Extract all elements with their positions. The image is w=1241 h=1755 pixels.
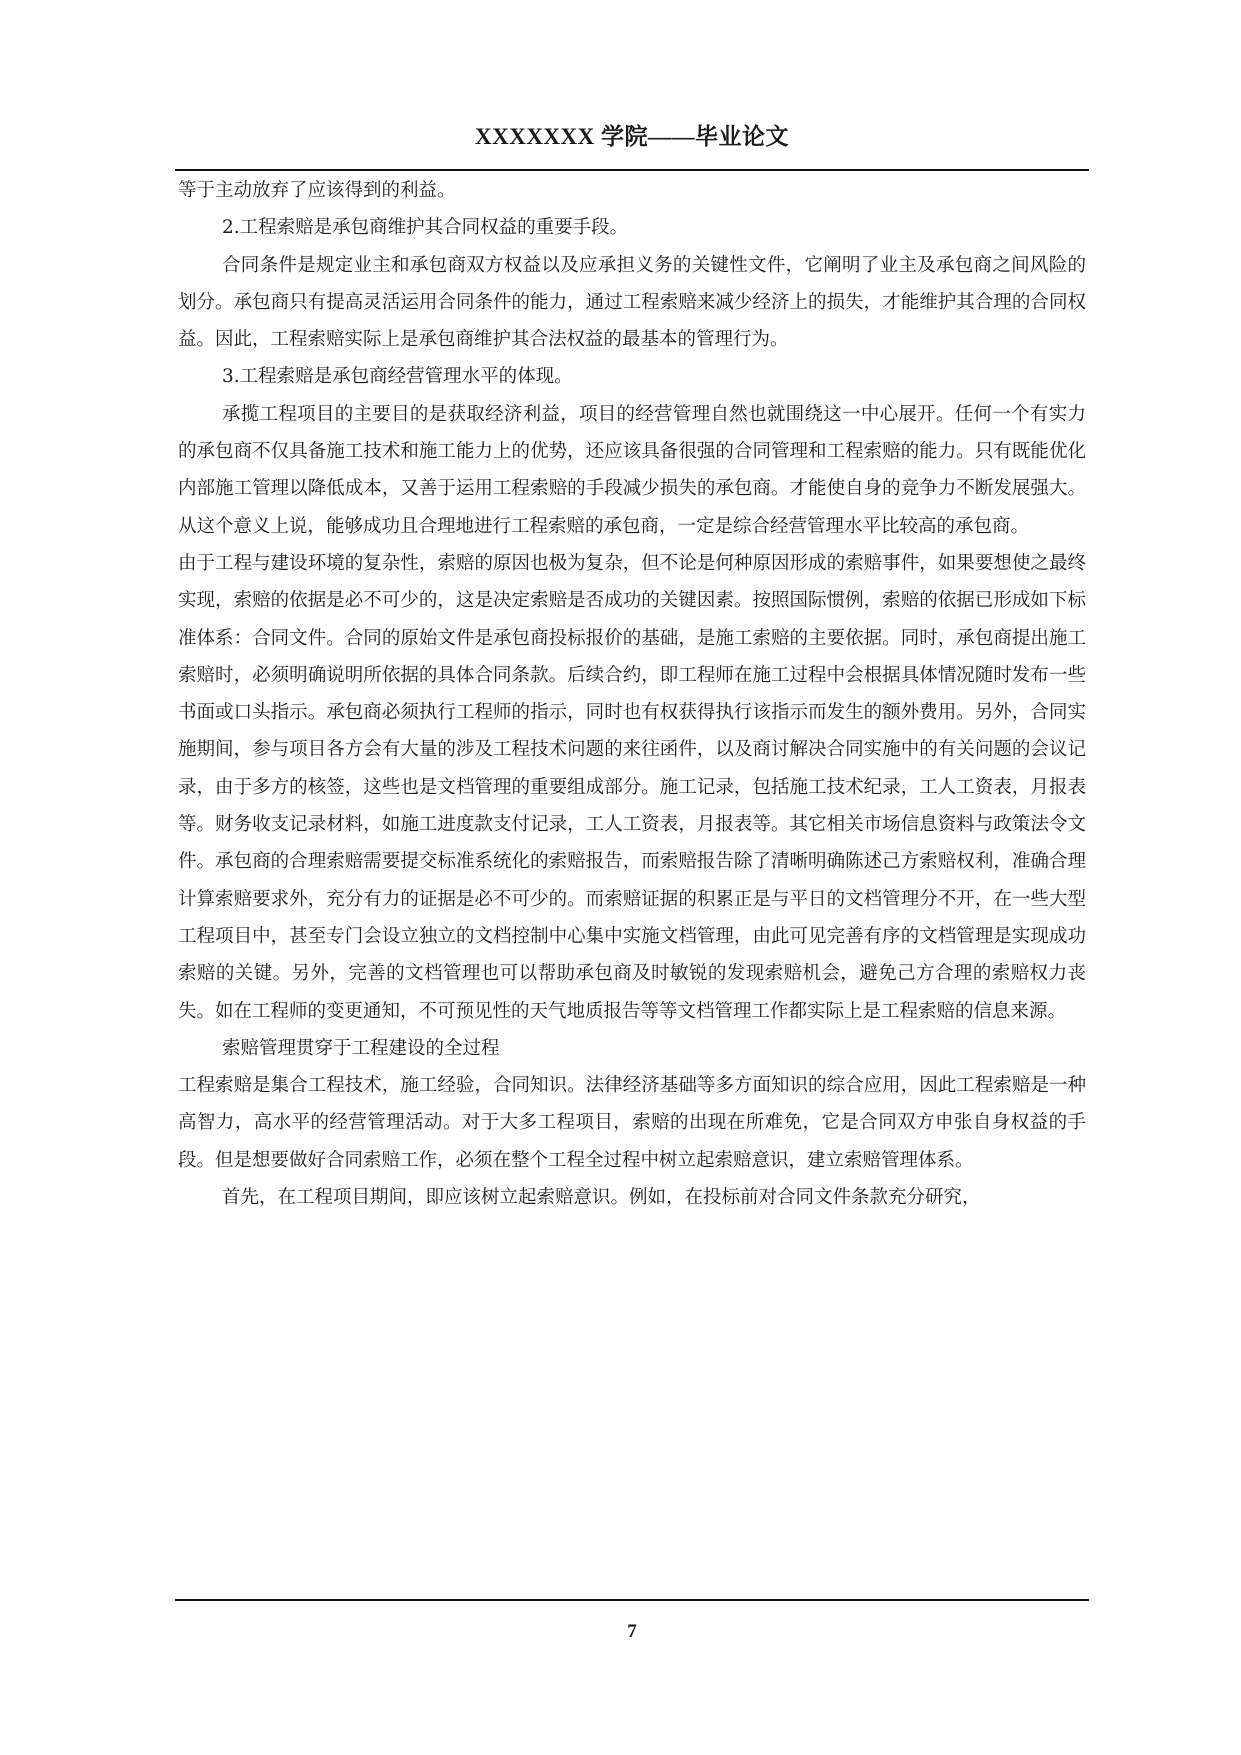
section-heading: 3.工程索赔是承包商经营管理水平的体现。 <box>222 366 573 388</box>
header-rule <box>175 169 1089 171</box>
footer-rule <box>175 1599 1089 1601</box>
paragraph: 由于工程与建设环境的复杂性，索赔的原因也极为复杂，但不论是何种原因形成的索赔事件，如果要想使之最终实现，索赔的依据是必不可少的，这是决定索赔是否成功的关键因素。按照国际惯例，索赔的依据已形成如下标准体系：合同文件。合同的原始文件是承包商投标报价的基础，是施工索赔的主要依据。同时，承包商提出施工索赔时，必须明确说明所依据的具体合同条款。后续合约，即工程师在施工过程中会根据具体情况随时发布一些书面或口头指示。承包商必须执行工程师的指示，同时也有权获得执行该指示而发生的额外费用。另外，合同实施期间，参与项目各方会有大量的涉及工程技术问题的来往函件，以及商讨解决合同实施中的有关问题的会议记录，由于多方的核签，这些也是文档管理的重要组成部分。施工记录，包括施工技术纪录，工人工资表，月报表等。财务收支记录材料，如施工进度款支付记录，工人工资表，月报表等。其它相关市场信息资料与政策法令文件。承包商的合理索赔需要提交标准系统化的索赔报告，而索赔报告除了清晰明确陈述己方索赔权利，准确合理计算索赔要求外，充分有力的证据是必不可少的。而索赔证据的积累正是与平日的文档管理分不开，在一些大型工程项目中，甚至专门会设立独立的文档控制中心集中实施文档管理，由此可见完善有序的文档管理是实现成功索赔的关键。另外，完善的文档管理也可以帮助承包商及时敏锐的发现索赔机会，避免己方合理的索赔权力丧失。如在工程师的变更通知，不可预见性的天气地质报告等等文档管理工作都实际上是工程索赔的信息来源。 <box>178 552 1086 1022</box>
paragraph: 首先，在工程项目期间，即应该树立起索赔意识。例如，在投标前对合同文件条款充分研究， <box>222 1187 981 1209</box>
section-heading: 索赔管理贯穿于工程建设的全过程 <box>222 1037 500 1059</box>
paragraph: 承揽工程项目的主要目的是获取经济利益，项目的经营管理自然也就围绕这一中心展开。任何一个有实力的承包商不仅具备施工技术和施工能力上的优势，还应该具备很强的合同管理和工程索赔的能力。只有既能优化内部施工管理以降低成本，又善于运用工程索赔的手段减少损失的承包商。才能使自身的竞争力不断发展强大。从这个意义上说，能够成功且合理地进行工程索赔的承包商，一定是综合经营管理水平比较高的承包商。 <box>178 403 1086 537</box>
paragraph: 等于主动放弃了应该得到的利益。 <box>178 180 456 201</box>
paragraph: 合同条件是规定业主和承包商双方权益以及应承担义务的关键性文件，它阐明了业主及承包商之间风险的划分。承包商只有提高灵活运用合同条件的能力，通过工程索赔来减少经济上的损失，才能维护其合理的合同权益。因此，工程索赔实际上是承包商维护其合法权益的最基本的管理行为。 <box>178 254 1086 351</box>
page-header: XXXXXXX 学院——毕业论文 <box>474 124 790 149</box>
paragraph: 工程索赔是集合工程技术，施工经验，合同知识。法律经济基础等多方面知识的综合应用，因此工程索赔是一种高智力，高水平的经营管理活动。对于大多工程项目，索赔的出现在所难免，它是合同双方申张自身权益的手段。但是想要做好合同索赔工作，必须在整个工程全过程中树立起索赔意识，建立索赔管理体系。 <box>178 1075 1086 1171</box>
page-number: 7 <box>627 1621 637 1642</box>
body-text <box>178 172 1086 1216</box>
section-heading: 2.工程索赔是承包商维护其合同权益的重要手段。 <box>222 217 629 239</box>
